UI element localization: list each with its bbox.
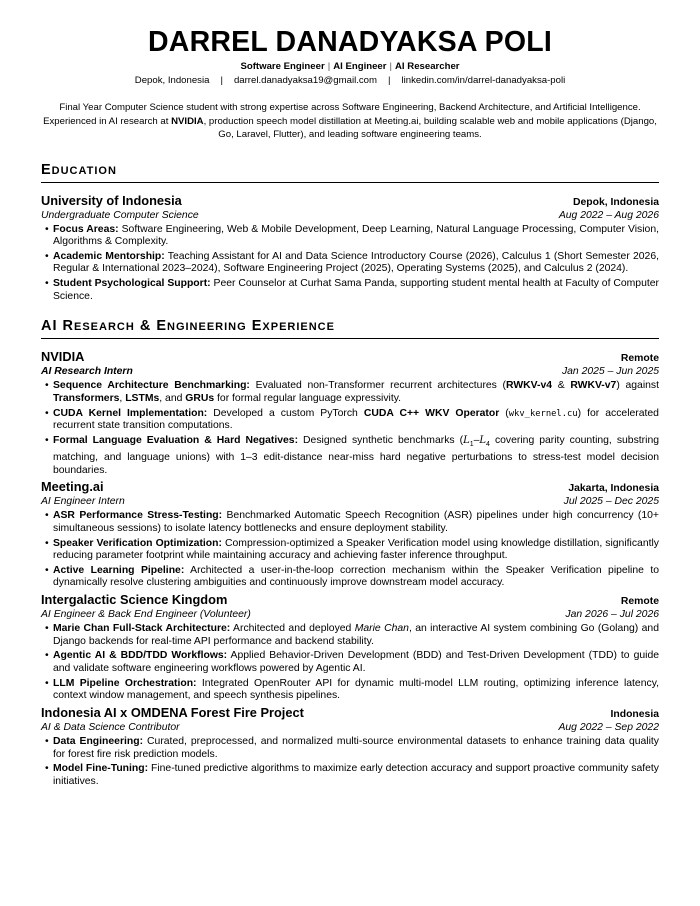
job-dates: Aug 2022 – Sep 2022 xyxy=(558,722,659,734)
job-dates: Jul 2025 – Dec 2025 xyxy=(563,496,659,508)
list-item: • Student Psychological Support: Peer Counselor at Curhat Sama Panda, supporting student mental health at Faculty of Computer Science. xyxy=(53,278,659,304)
company-location: Jakarta, Indonesia xyxy=(568,483,659,495)
role-2: AI Engineer xyxy=(333,61,387,72)
contact-linkedin[interactable]: linkedin.com/in/darrel-danadyaksa-poli xyxy=(401,75,566,86)
list-item: • Agentic AI & BDD/TDD Workflows: Applied Behavior-Driven Development (BDD) and Test-Driven Development (TDD) to guide and validate software engineering workflows powered by Agentic AI. xyxy=(53,650,659,676)
role-1: Software Engineer xyxy=(240,61,325,72)
list-item: • Active Learning Pipeline: Architected a user-in-the-loop correction mechanism within the Speaker Verification pipeline to dynamically resolve clustering ambiguities and continuously improve downstream model accuracy. xyxy=(53,565,659,591)
list-item: • CUDA Kernel Implementation: Developed a custom PyTorch CUDA C++ WKV Operator (wkv_kernel.cu) for accelerated recurrent state transition computations. xyxy=(53,408,659,434)
list-item: • Sequence Architecture Benchmarking: Evaluated non-Transformer recurrent architectures (RWKV-v4 & RWKV-v7) against Transformers, LSTMs, and GRUs for formal regular language expressivity. xyxy=(53,380,659,406)
experience-section xyxy=(41,317,659,789)
summary-paragraph xyxy=(41,101,659,142)
job-title: AI Engineer Intern xyxy=(41,496,125,508)
role-line xyxy=(41,60,659,73)
company-name: Intergalactic Science Kingdom xyxy=(41,592,228,608)
company-location: Remote xyxy=(620,353,659,365)
list-item: • Academic Mentorship: Teaching Assistant for AI and Data Science Introductory Course (2026), Calculus 1 (Short Semester 2026, Regular & International 2023–2024), Software Engineering Project (2025), Operating Systems (2025), and Calculus 2 (2024). xyxy=(53,251,659,277)
list-item: • LLM Pipeline Orchestration: Integrated OpenRouter API for dynamic multi-model LLM routing, optimizing inference latency, context window management, and speech synthesis pipelines. xyxy=(53,678,659,704)
company-name: NVIDIA xyxy=(41,349,85,365)
experience-entry-meeting xyxy=(41,479,659,590)
job-title: AI Research Intern xyxy=(41,366,133,378)
summary-text-cont: , production speech model distillation at Meeting.ai, building scalable web and mobile applications (Django, Go, Laravel, Flutter), and leading software engineering teams. xyxy=(203,115,657,140)
company-location: Indonesia xyxy=(610,709,659,721)
job-dates: Jan 2026 – Jul 2026 xyxy=(565,609,659,621)
summary-highlight: NVIDIA xyxy=(171,115,204,127)
education-institution: University of Indonesia xyxy=(41,192,182,208)
experience-entry-igsk xyxy=(41,592,659,703)
education-dates: Aug 2022 – Aug 2026 xyxy=(558,209,659,221)
education-degree: Undergraduate Computer Science xyxy=(41,209,199,221)
contact-separator: | xyxy=(220,75,223,86)
company-name: Meeting.ai xyxy=(41,479,104,495)
education-bullets xyxy=(41,224,659,304)
contact-email[interactable]: darrel.danadyaksa19@gmail.com xyxy=(233,75,377,86)
job-dates: Jan 2025 – Jun 2025 xyxy=(561,366,659,378)
list-item: • Data Engineering: Curated, preprocessed, and normalized multi-source environmental datasets to enhance training data quality for forest fire risk prediction models. xyxy=(53,736,659,762)
education-location: Depok, Indonesia xyxy=(572,196,659,208)
contact-location: Depok, Indonesia xyxy=(134,75,210,86)
education-section xyxy=(41,161,659,304)
list-item: • ASR Performance Stress-Testing: Benchmarked Automatic Speech Recognition (ASR) pipelines under high concurrency (10+ simultaneous sessions) to isolate latency bottlenecks and ensure deployment stability. xyxy=(53,510,659,536)
company-location: Remote xyxy=(620,596,659,608)
contact-line xyxy=(41,74,659,88)
resume-page xyxy=(41,24,659,791)
company-name: Indonesia AI x OMDENA Forest Fire Project xyxy=(41,705,304,721)
experience-entry-omdena xyxy=(41,705,659,789)
candidate-name: DARREL DANADYAKSA POLI xyxy=(148,26,552,58)
job-title: AI & Data Science Contributor xyxy=(41,722,180,734)
education-heading: EDUCATION xyxy=(41,161,659,183)
contact-separator: | xyxy=(388,75,391,86)
list-item: • Formal Language Evaluation & Hard Negatives: Designed synthetic benchmarks ($L_1-L_4$ covering parity counting, substring matching, and language unions) with 1–3 edit-distance near-miss hard negative perturbations to stress-test model decision boundaries. xyxy=(53,435,659,477)
education-entry-head xyxy=(41,193,659,210)
list-item: • Model Fine-Tuning: Fine-tuned predictive algorithms to maximize early detection accuracy and support proactive community safety initiatives. xyxy=(53,763,659,789)
role-separator: | xyxy=(389,61,392,72)
role-3: AI Researcher xyxy=(395,61,460,72)
experience-entry-nvidia xyxy=(41,349,659,477)
list-item: • Focus Areas: Software Engineering, Web & Mobile Development, Deep Learning, Natural Language Processing, Computer Vision, Algorithms & Complexity. xyxy=(53,224,659,250)
experience-heading: AI RESEARCH & ENGINEERING EXPERIENCE xyxy=(41,317,659,339)
role-separator: | xyxy=(327,61,331,72)
job-title: AI Engineer & Back End Engineer (Volunteer) xyxy=(41,609,251,621)
education-entry-sub xyxy=(41,210,659,222)
list-item: • Marie Chan Full-Stack Architecture: Architected and deployed Marie Chan, an interactive AI system combining Go (Golang) and Django backends for real-time API performance and backend stability. xyxy=(53,623,659,649)
summary-text: Final Year Computer Science student with strong expertise across Software Engineering, Backend Architecture, and Artificial Intelligence. Experienced in AI research at xyxy=(43,102,641,127)
list-item: • Speaker Verification Optimization: Compression-optimized a Speaker Verification model using knowledge distillation, significantly reducing parameter footprint while maintaining accuracy and achieving faster inference throughput. xyxy=(53,538,659,564)
